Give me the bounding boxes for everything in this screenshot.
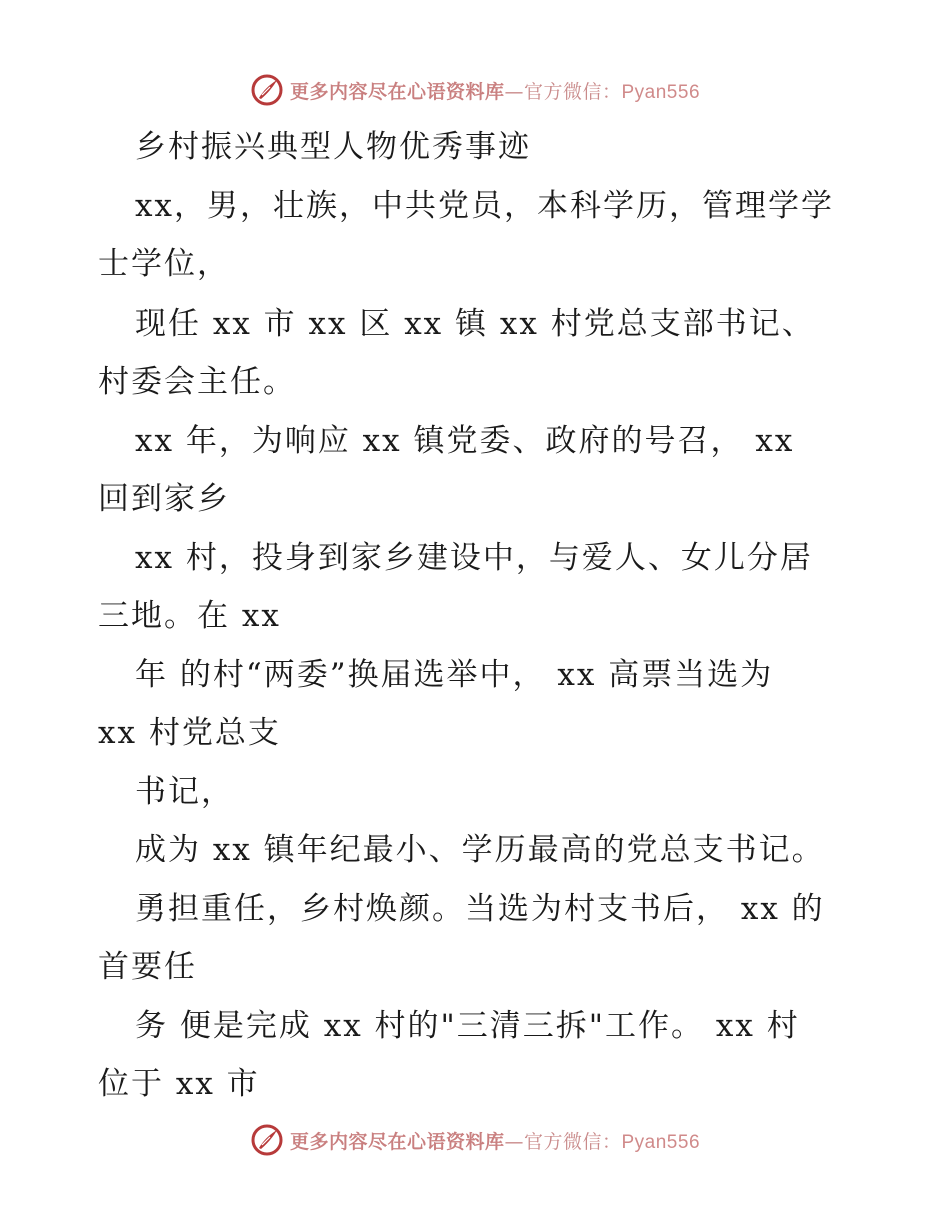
paragraph-line: 首要任	[98, 949, 197, 985]
banner-wechat-label: 官方微信：	[523, 80, 622, 103]
paragraph-line: 年 的村“两委”换届选举中， xx 高票当选为	[135, 657, 774, 693]
banner-separator: —	[504, 1130, 524, 1153]
paragraph-line: 务 便是完成 xx 村的"三清三拆"工作。 xx 村	[135, 1008, 800, 1044]
banner-text	[290, 77, 700, 104]
banner-site-name: 更多内容尽在心语资料库	[289, 80, 505, 103]
paragraph-line: 现任 xx 市 xx 区 xx 镇 xx 村党总支部书记、	[135, 306, 815, 342]
paragraph-line: 村委会主任。	[98, 364, 296, 400]
quill-pen-logo-icon	[250, 1123, 284, 1157]
paragraph-line: 三地。在 xx	[98, 598, 281, 634]
banner-text	[290, 1127, 700, 1154]
banner-separator: —	[504, 80, 524, 103]
paragraph-line: 位于 xx 市	[98, 1066, 260, 1102]
paragraph-line: 成为 xx 镇年纪最小、学历最高的党总支书记。	[135, 832, 825, 868]
paragraph-line: 回到家乡	[98, 481, 230, 517]
quill-pen-logo-icon	[250, 73, 284, 107]
document-title: 乡村振兴典型人物优秀事迹	[135, 129, 531, 165]
banner-wechat-id: Pyan556	[621, 81, 701, 103]
banner-wechat-label: 官方微信：	[523, 1130, 622, 1153]
paragraph-line: 士学位，	[98, 246, 230, 282]
footer-banner	[0, 1120, 950, 1160]
paragraph-line: xx 年，为响应 xx 镇党委、政府的号召， xx	[135, 423, 795, 459]
paragraph-line: xx 村党总支	[98, 715, 281, 751]
paragraph-line: 书记，	[135, 774, 234, 810]
banner-site-name: 更多内容尽在心语资料库	[289, 1130, 505, 1153]
header-banner	[0, 70, 950, 110]
paragraph-line: 勇担重任，乡村焕颜。当选为村支书后， xx 的	[135, 891, 825, 927]
paragraph-line: xx 村，投身到家乡建设中，与爱人、女儿分居	[135, 540, 813, 576]
banner-wechat-id: Pyan556	[621, 1131, 701, 1153]
paragraph-line: xx，男，壮族，中共党员，本科学历，管理学学	[135, 188, 834, 224]
